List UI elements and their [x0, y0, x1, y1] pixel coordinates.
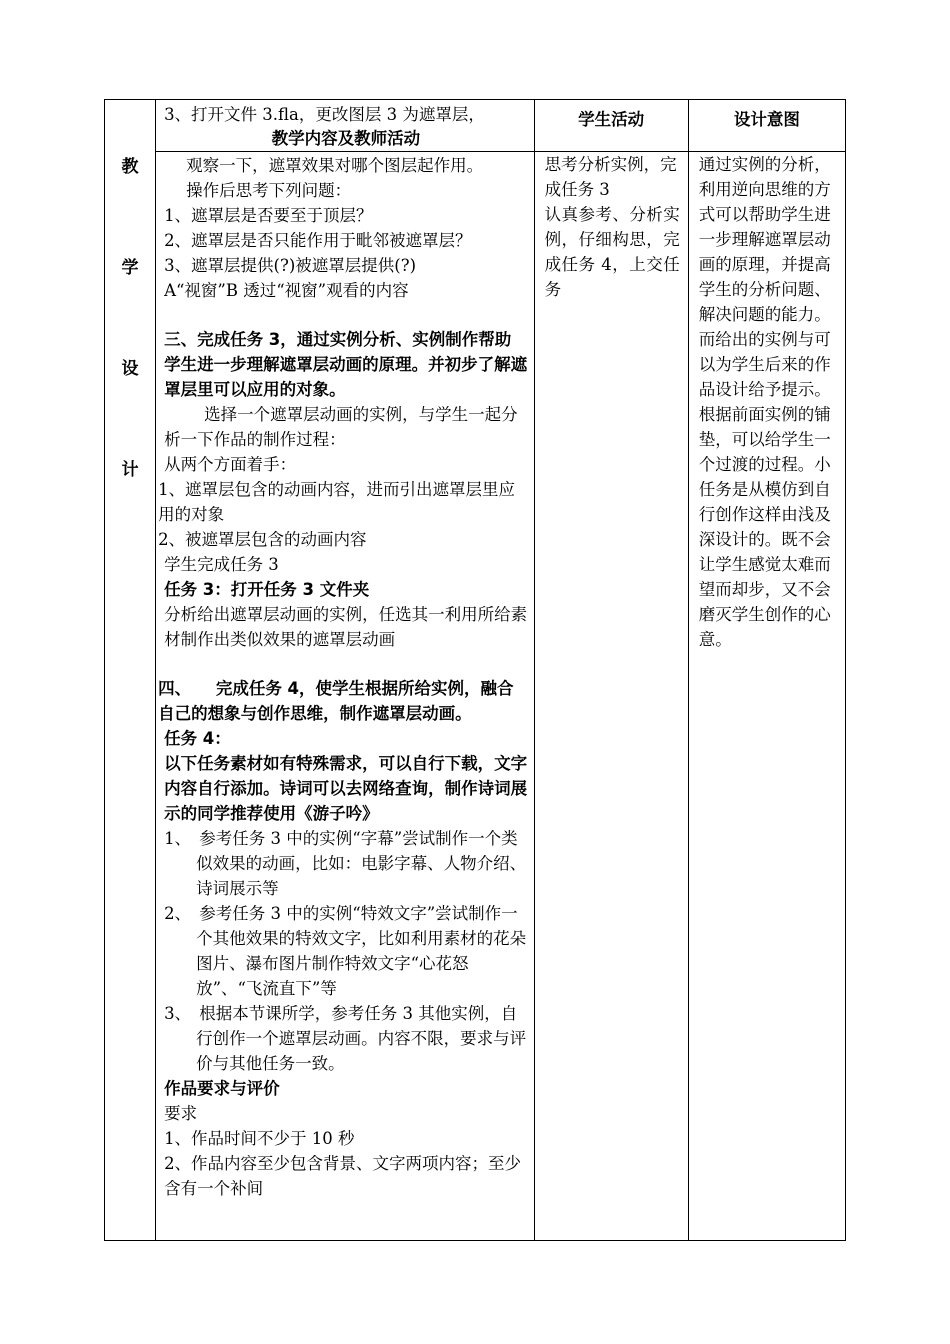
header-teaching-content: 教学内容及教师活动 — [271, 129, 421, 148]
design-intent-1: 通过实例的分析，利用逆向思维的方式可以帮助学生进一步理解遮罩层动画的原理，并提高学生的分析问题、解决问题的能力。 — [698, 155, 831, 324]
text-line: 分析给出遮罩层动画的实例，任选其一利用所给素材制作出类似效果的遮罩层动画 — [164, 605, 528, 649]
requirement-item: 2、作品内容至少包含背景、文字两项内容；至少含有一个补间 — [164, 1154, 522, 1198]
header-design-intent: 设计意图 — [688, 100, 845, 152]
header-student-activity: 学生活动 — [534, 100, 688, 152]
header-main-cell — [156, 100, 535, 152]
task-3-title: 任务 3：打开任务 3 文件夹 — [164, 580, 370, 599]
text-line: 操作后思考下列问题： — [186, 181, 352, 200]
student-activity-2: 认真参考、分析实例，仔细构思，完成任务 4，上交任务 — [544, 205, 680, 299]
section-4-title: 四、 完成任务 4，使学生根据所给实例，融合自己的想象与创作思维，制作遮罩层动画。 — [158, 679, 514, 723]
design-intent-cell — [688, 152, 845, 1241]
text-line: 学生完成任务 3 — [164, 555, 279, 574]
question-item: 3、遮罩层提供(?)被遮罩层提供(?) — [164, 256, 417, 275]
teaching-content-cell — [156, 152, 535, 1241]
student-activity-1: 思考分析实例，完成任务 3 — [544, 155, 677, 199]
text-line: 观察一下，遮罩效果对哪个图层起作用。 — [186, 156, 484, 175]
table-header-row — [105, 100, 846, 152]
student-activity-cell — [534, 152, 688, 1241]
section-3-title: 三、完成任务 3，通过实例分析、实例制作帮助学生进一步理解遮罩层动画的原理。并初步了解遮罩层里可以应用的对象。 — [164, 330, 528, 399]
row-label-char: 设 — [121, 359, 139, 379]
list-item: 1、遮罩层包含的动画内容，进而引出遮罩层里应用的对象 — [158, 480, 516, 524]
answer-line: A“视窗”B 透过“视窗”观看的内容 — [164, 281, 409, 300]
question-item: 1、遮罩层是否要至于顶层？ — [164, 206, 373, 225]
table-body-row — [105, 152, 846, 1241]
task-4-title: 任务 4： — [164, 729, 231, 748]
row-label-char: 计 — [121, 460, 139, 480]
row-label-char: 教 — [121, 157, 139, 177]
task-4-note: 以下任务素材如有特殊需求，可以自行下载，文字内容自行添加。诗词可以去网络查询，制作诗词展示的同学推荐使用《游子吟》 — [164, 754, 528, 823]
list-item: 2、被遮罩层包含的动画内容 — [158, 530, 367, 549]
lesson-plan-table — [104, 99, 846, 1241]
design-intent-2: 而给出的实例与可以为学生后来的作品设计给予提示。 — [698, 330, 831, 399]
requirements-subtitle: 要求 — [164, 1104, 198, 1123]
header-continuation-text: 3、打开文件 3.fla，更改图层 3 为遮罩层， — [164, 105, 485, 124]
text-line-content: 选择一个遮罩层动画的实例，与学生一起分析一下作品的制作过程： — [164, 405, 518, 449]
row-label-char: 学 — [121, 258, 139, 278]
list-item: 1、 参考任务 3 中的实例“字幕”尝试制作一个类似效果的动画，比如：电影字幕、人物介绍、诗词展示等 — [164, 829, 527, 898]
question-item: 2、遮罩层是否只能作用于毗邻被遮罩层？ — [164, 231, 472, 250]
text-line: 从两个方面着手： — [164, 455, 297, 474]
text-line — [156, 402, 528, 452]
design-intent-3: 根据前面实例的铺垫，可以给学生一个过渡的过程。小任务是从模仿到自行创作这样由浅及深设计的。既不会让学生感觉太难而望而却步，又不会磨灭学生创作的心意。 — [698, 405, 831, 649]
list-item: 2、 参考任务 3 中的实例“特效文字”尝试制作一个其他效果的特效文字，比如利用素材的花朵图片、瀑布图片制作特效文字“心花怒放”、“飞流直下”等 — [164, 904, 527, 998]
list-item: 3、 根据本节课所学，参考任务 3 其他实例，自行创作一个遮罩层动画。内容不限，要求与评价与其他任务一致。 — [164, 1004, 527, 1073]
row-label-cell — [105, 100, 156, 1241]
requirement-item: 1、作品时间不少于 10 秒 — [164, 1129, 355, 1148]
requirements-title: 作品要求与评价 — [164, 1079, 280, 1098]
